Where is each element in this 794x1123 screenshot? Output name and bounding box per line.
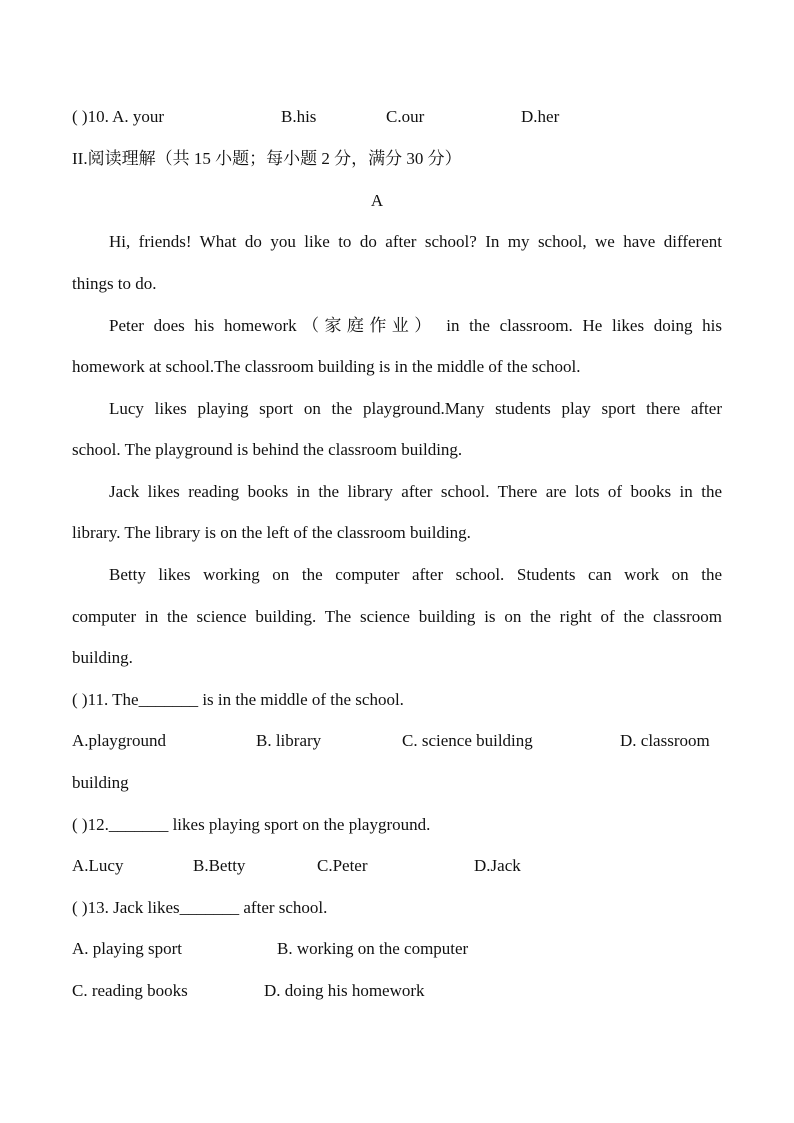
paragraph-5-line-2: computer in the science building. The science building is on the right of the classroom (72, 607, 722, 626)
q10-option-b: B.his (281, 107, 317, 126)
q13-option-d: D. doing his homework (264, 981, 425, 1000)
q10-option-a: ( )10. A. your (72, 107, 165, 126)
paragraph-4-line-1: Jack likes reading books in the library after school. There are lots of books in the (109, 482, 722, 501)
q11-option-d-continued: building (72, 773, 129, 792)
paragraph-1-line-2: things to do. (72, 274, 157, 293)
q13-option-a: A. playing sport (72, 939, 183, 958)
q11-option-c: C. science building (402, 731, 533, 750)
q11-option-d: D. classroom (620, 731, 710, 750)
paragraph-2-line-1: Peter does his homework（家庭作业） in the classroom. He likes doing his (109, 316, 722, 335)
q12-option-c: C.Peter (317, 856, 368, 875)
q10-option-c: C.our (386, 107, 425, 126)
paragraph-5-line-3: building. (72, 648, 133, 667)
paragraph-5-line-1: Betty likes working on the computer after school. Students can work on the (109, 565, 722, 584)
q13-option-b: B. working on the computer (277, 939, 469, 958)
paragraph-4-line-2: library. The library is on the left of the classroom building. (72, 523, 471, 542)
q11-option-a: A.playground (72, 731, 166, 750)
q10-option-d: D.her (521, 107, 560, 126)
passage-title: A (370, 191, 384, 210)
question-13-stem: ( )13. Jack likes_______ after school. (72, 898, 328, 917)
paragraph-1-line-1: Hi, friends! What do you like to do after school? In my school, we have different (109, 232, 722, 251)
q13-option-c: C. reading books (72, 981, 188, 1000)
paragraph-2-line-2: homework at school.The classroom building is in the middle of the school. (72, 357, 581, 376)
q11-option-b: B. library (256, 731, 322, 750)
q12-option-a: A.Lucy (72, 856, 124, 875)
question-12-stem: ( )12._______ likes playing sport on the playground. (72, 815, 431, 834)
section-heading: II.阅读理解（共 15 小题；每小题 2 分，满分 30 分） (72, 149, 462, 168)
paragraph-3-line-1: Lucy likes playing sport on the playground.Many students play sport there after (109, 399, 722, 418)
question-11-stem: ( )11. The_______ is in the middle of the school. (72, 690, 404, 709)
q12-option-d: D.Jack (474, 856, 521, 875)
q12-option-b: B.Betty (193, 856, 246, 875)
paragraph-3-line-2: school. The playground is behind the classroom building. (72, 440, 463, 459)
